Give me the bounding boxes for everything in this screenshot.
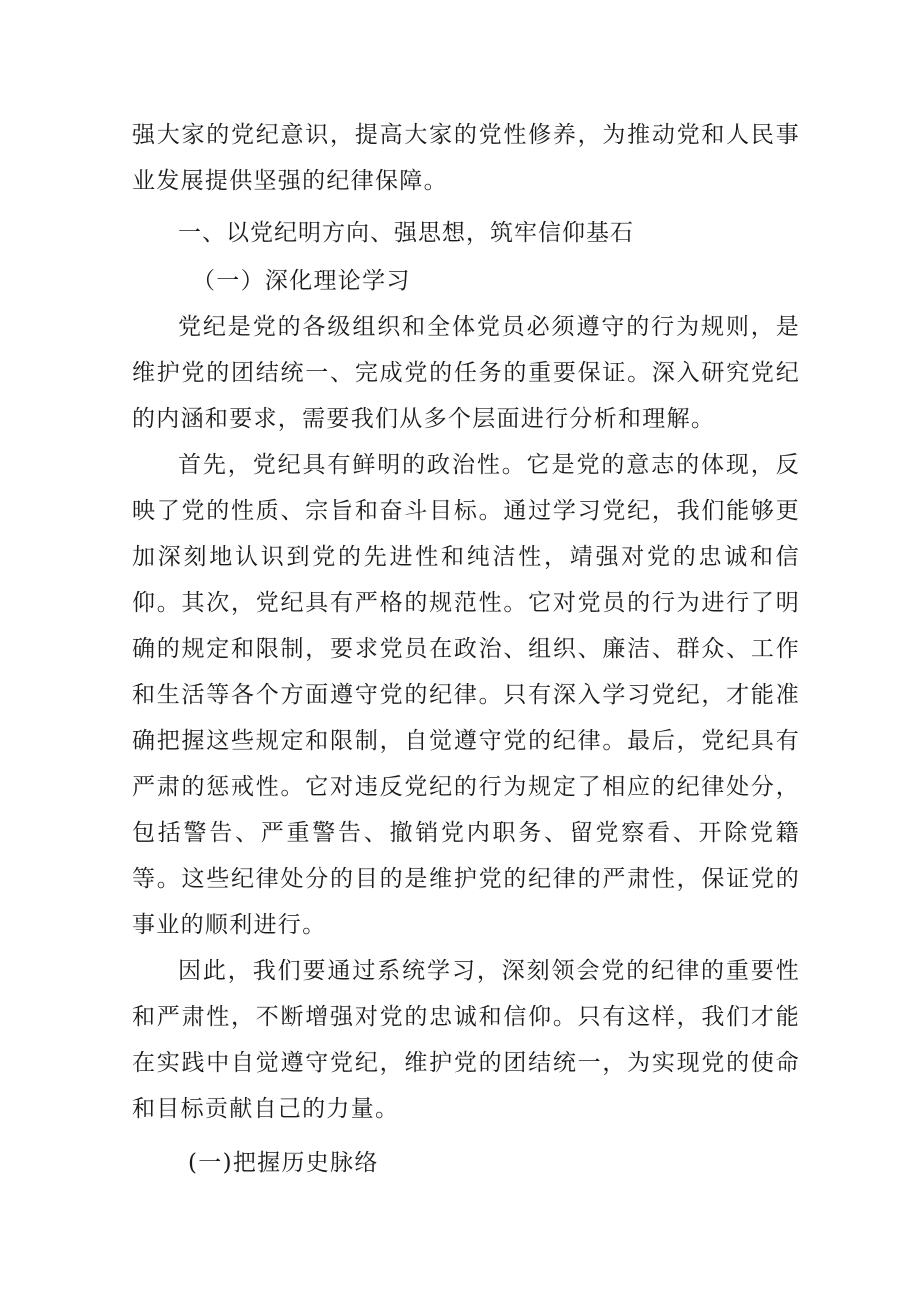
subsection-heading: (一)把握历史脉络 bbox=[188, 1150, 379, 1176]
body-paragraph: 首先，党纪具有鲜明的政治性。它是党的意志的体现，反映了党的性质、宗旨和奋斗目标。通过学习党纪，我们能够更加深刻地认识到党的先进性和纯洁性，靖强对党的忠诚和信仰。其次，党纪具有严格的规范性。它对党员的行为进行了明确的规定和限制，要求党员在政治、组织、廉洁、群众、工作和生活等各个方面遵守党的纪律。只有深入学习党纪，才能准确把握这些规定和限制，自觉遵守党的纪律。最后，党纪具有严肃的惩戒性。它对违反党纪的行为规定了相应的纪律处分，包括警告、严重警告、撤销党内职务、留党察看、开除党籍等。这些纪律处分的目的是维护党的纪律的严肃性，保证党的事业的顺利进行。 bbox=[132, 452, 800, 938]
document-body bbox=[132, 112, 800, 1186]
intro-paragraph: 强大家的党纪意识，提高大家的党性修养，为推动党和人民事业发展提供坚强的纪律保障。 bbox=[132, 122, 800, 194]
body-paragraph: 党纪是党的各级组织和全体党员必须遵守的行为规则，是维护党的团结统一、完成党的任务的重要保证。深入研究党纪的内涵和要求，需要我们从多个层面进行分析和理解。 bbox=[132, 314, 800, 432]
subsection-heading: （一）深化理论学习 bbox=[192, 268, 411, 294]
section-heading: 一、以党纪明方向、强思想，筑牢信仰基石 bbox=[178, 220, 634, 246]
body-paragraph: 因此，我们要通过系统学习，深刻领会党的纪律的重要性和严肃性，不断增强对党的忠诚和信仰。只有这样，我们才能在实践中自觉遵守党纪，维护党的团结统一，为实现党的使命和目标贡献自己的力量。 bbox=[132, 958, 800, 1122]
